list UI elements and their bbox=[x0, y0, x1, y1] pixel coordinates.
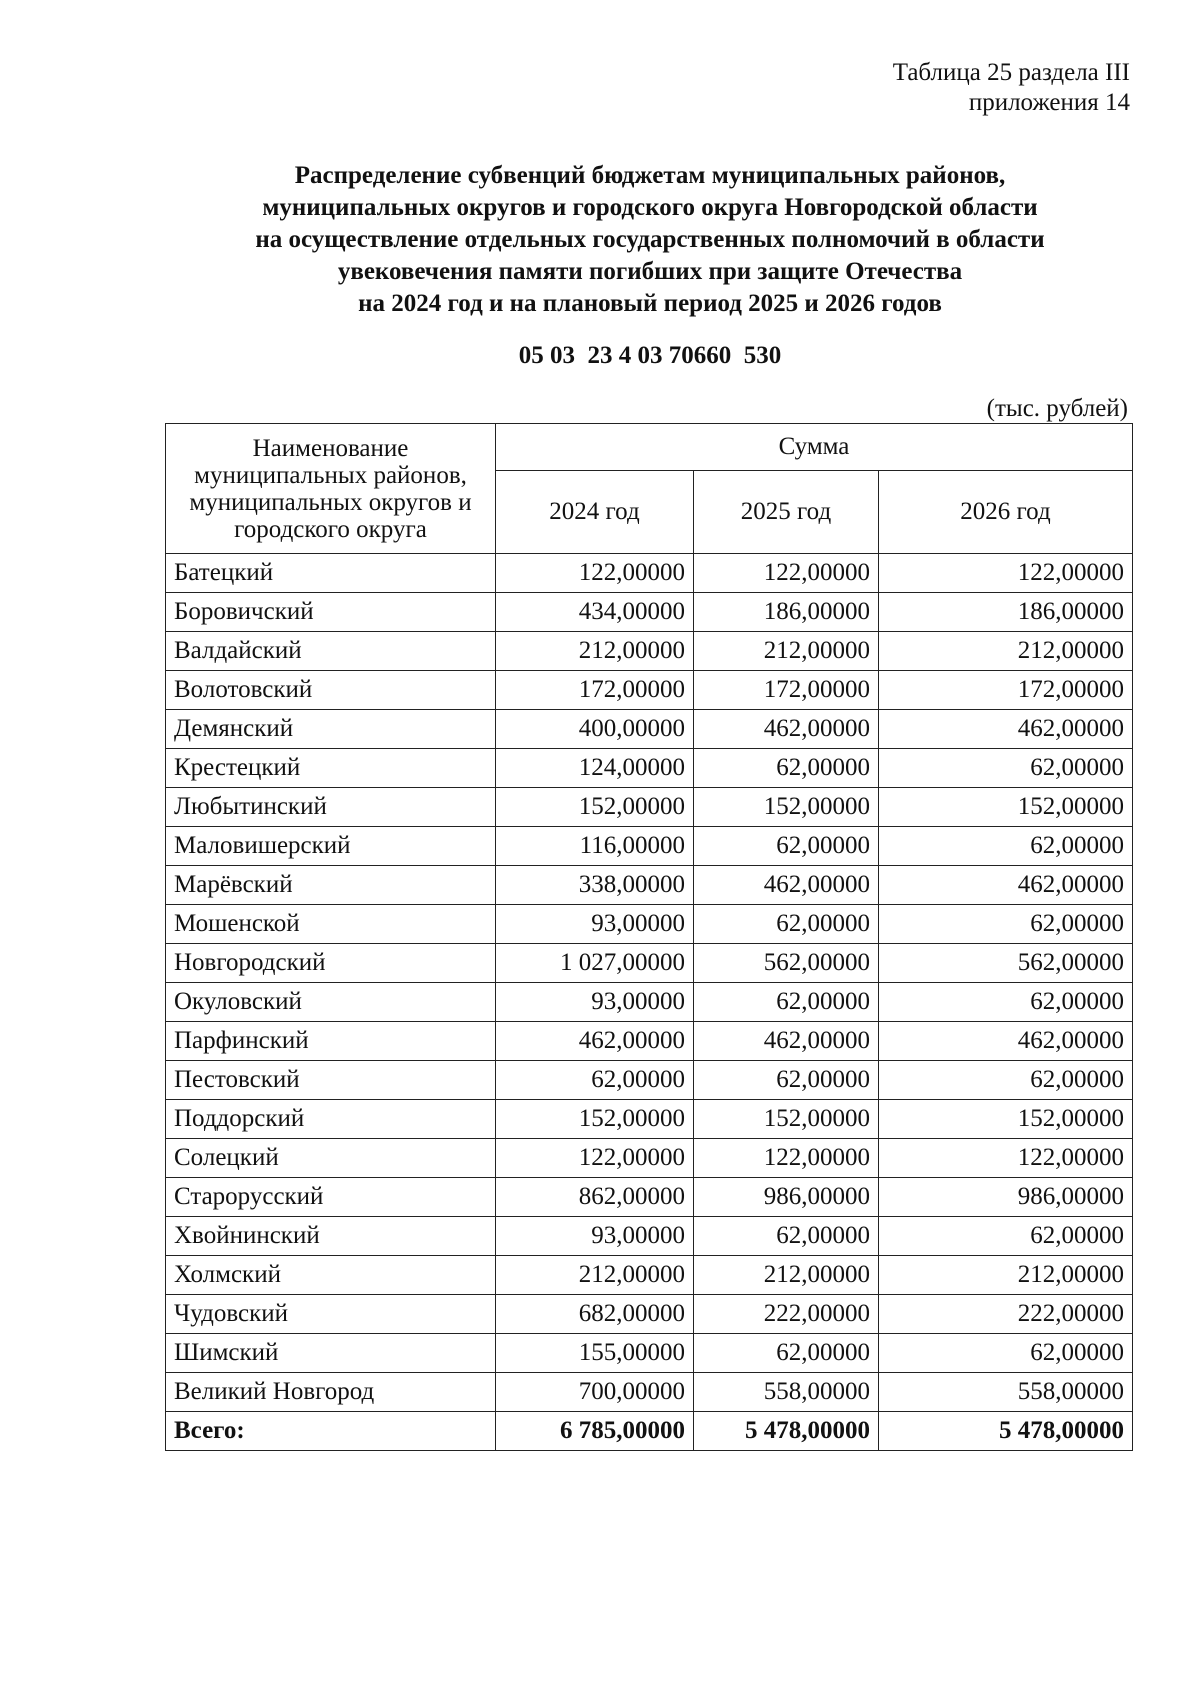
district-name: Хвойнинский bbox=[166, 1217, 496, 1256]
amount-2025: 62,00000 bbox=[694, 827, 879, 866]
reference-line-2: приложения 14 bbox=[968, 89, 1130, 116]
amount-2024: 682,00000 bbox=[496, 1295, 694, 1334]
budget-code: 05 03 23 4 03 70660 530 bbox=[518, 342, 782, 369]
table-row bbox=[166, 749, 1133, 788]
total-2024: 6 785,00000 bbox=[496, 1412, 694, 1451]
district-name: Мошенской bbox=[166, 905, 496, 944]
amount-2024: 152,00000 bbox=[496, 1100, 694, 1139]
table-row bbox=[166, 1022, 1133, 1061]
district-name: Окуловский bbox=[166, 983, 496, 1022]
district-name: Холмский bbox=[166, 1256, 496, 1295]
amount-2025: 62,00000 bbox=[694, 905, 879, 944]
table-row bbox=[166, 1373, 1133, 1412]
table-row bbox=[166, 788, 1133, 827]
amount-2026: 122,00000 bbox=[879, 1139, 1133, 1178]
amount-2024: 338,00000 bbox=[496, 866, 694, 905]
district-name: Парфинский bbox=[166, 1022, 496, 1061]
amount-2026: 62,00000 bbox=[879, 1334, 1133, 1373]
amount-2024: 124,00000 bbox=[496, 749, 694, 788]
amount-2026: 558,00000 bbox=[879, 1373, 1133, 1412]
title-line-2: муниципальных округов и городского округа Новгородской области bbox=[262, 194, 1038, 221]
amount-2026: 222,00000 bbox=[879, 1295, 1133, 1334]
district-name: Старорусский bbox=[166, 1178, 496, 1217]
district-name: Волотовский bbox=[166, 671, 496, 710]
amount-2026: 212,00000 bbox=[879, 1256, 1133, 1295]
table-row bbox=[166, 827, 1133, 866]
amount-2024: 155,00000 bbox=[496, 1334, 694, 1373]
table-row bbox=[166, 1217, 1133, 1256]
table-row bbox=[166, 593, 1133, 632]
district-name: Солецкий bbox=[166, 1139, 496, 1178]
table-row bbox=[166, 1295, 1133, 1334]
amount-2025: 558,00000 bbox=[694, 1373, 879, 1412]
amount-2025: 212,00000 bbox=[694, 632, 879, 671]
amount-2024: 700,00000 bbox=[496, 1373, 694, 1412]
table-row bbox=[166, 983, 1133, 1022]
table-row bbox=[166, 1061, 1133, 1100]
amount-2026: 62,00000 bbox=[879, 827, 1133, 866]
title-line-3: на осуществление отдельных государственных полномочий в области bbox=[255, 226, 1045, 253]
subvention-table bbox=[165, 423, 1133, 1451]
amount-2026: 62,00000 bbox=[879, 905, 1133, 944]
total-label: Всего: bbox=[166, 1412, 496, 1451]
district-name: Шимский bbox=[166, 1334, 496, 1373]
amount-2025: 122,00000 bbox=[694, 1139, 879, 1178]
column-header-sum: Сумма bbox=[496, 424, 1133, 471]
table-row bbox=[166, 944, 1133, 983]
district-name: Любытинский bbox=[166, 788, 496, 827]
amount-2024: 152,00000 bbox=[496, 788, 694, 827]
table-row bbox=[166, 710, 1133, 749]
district-name: Боровичский bbox=[166, 593, 496, 632]
total-row bbox=[166, 1412, 1133, 1451]
total-2026: 5 478,00000 bbox=[879, 1412, 1133, 1451]
title-line-4: увековечения памяти погибших при защите Отечества bbox=[337, 258, 963, 285]
amount-2026: 562,00000 bbox=[879, 944, 1133, 983]
column-header-2024: 2024 год bbox=[496, 471, 694, 554]
table-row bbox=[166, 671, 1133, 710]
amount-2025: 186,00000 bbox=[694, 593, 879, 632]
amount-2025: 62,00000 bbox=[694, 749, 879, 788]
amount-2025: 986,00000 bbox=[694, 1178, 879, 1217]
amount-2024: 212,00000 bbox=[496, 632, 694, 671]
amount-2025: 562,00000 bbox=[694, 944, 879, 983]
table-body bbox=[166, 554, 1133, 1451]
column-header-name: Наименование муниципальных районов, муниципальных округов и городского округа bbox=[166, 424, 496, 554]
district-name: Марёвский bbox=[166, 866, 496, 905]
table-row bbox=[166, 554, 1133, 593]
amount-2026: 62,00000 bbox=[879, 1061, 1133, 1100]
amount-2024: 862,00000 bbox=[496, 1178, 694, 1217]
amount-2025: 62,00000 bbox=[694, 1217, 879, 1256]
table-row bbox=[166, 1100, 1133, 1139]
table-row bbox=[166, 1256, 1133, 1295]
amount-2026: 986,00000 bbox=[879, 1178, 1133, 1217]
district-name: Великий Новгород bbox=[166, 1373, 496, 1412]
amount-2025: 462,00000 bbox=[694, 866, 879, 905]
district-name: Маловишерский bbox=[166, 827, 496, 866]
amount-2025: 62,00000 bbox=[694, 1334, 879, 1373]
amount-2026: 186,00000 bbox=[879, 593, 1133, 632]
amount-2024: 400,00000 bbox=[496, 710, 694, 749]
amount-2024: 1 027,00000 bbox=[496, 944, 694, 983]
amount-2026: 62,00000 bbox=[879, 749, 1133, 788]
table-row bbox=[166, 1178, 1133, 1217]
amount-2024: 434,00000 bbox=[496, 593, 694, 632]
amount-2026: 172,00000 bbox=[879, 671, 1133, 710]
district-name: Новгородский bbox=[166, 944, 496, 983]
amount-2024: 122,00000 bbox=[496, 1139, 694, 1178]
district-name: Батецкий bbox=[166, 554, 496, 593]
amount-2024: 62,00000 bbox=[496, 1061, 694, 1100]
amount-2026: 122,00000 bbox=[879, 554, 1133, 593]
amount-2025: 462,00000 bbox=[694, 1022, 879, 1061]
amount-2024: 172,00000 bbox=[496, 671, 694, 710]
amount-2026: 462,00000 bbox=[879, 710, 1133, 749]
table-row bbox=[166, 1139, 1133, 1178]
district-name: Поддорский bbox=[166, 1100, 496, 1139]
document-title bbox=[160, 160, 1140, 320]
amount-2025: 62,00000 bbox=[694, 1061, 879, 1100]
amount-2025: 122,00000 bbox=[694, 554, 879, 593]
column-header-2026: 2026 год bbox=[879, 471, 1133, 554]
amount-2026: 62,00000 bbox=[879, 983, 1133, 1022]
amount-2024: 93,00000 bbox=[496, 1217, 694, 1256]
title-line-5: на 2024 год и на плановый период 2025 и 2026 годов bbox=[358, 290, 942, 317]
amount-2026: 212,00000 bbox=[879, 632, 1133, 671]
reference-line-1: Таблица 25 раздела III bbox=[892, 59, 1130, 86]
amount-2024: 212,00000 bbox=[496, 1256, 694, 1295]
amount-2024: 462,00000 bbox=[496, 1022, 694, 1061]
title-line-1: Распределение субвенций бюджетам муниципальных районов, bbox=[294, 162, 1006, 189]
table-row bbox=[166, 632, 1133, 671]
district-name: Демянский bbox=[166, 710, 496, 749]
amount-2025: 462,00000 bbox=[694, 710, 879, 749]
amount-2026: 152,00000 bbox=[879, 1100, 1133, 1139]
amount-2024: 116,00000 bbox=[496, 827, 694, 866]
amount-2024: 93,00000 bbox=[496, 905, 694, 944]
column-header-2025: 2025 год bbox=[694, 471, 879, 554]
district-name: Чудовский bbox=[166, 1295, 496, 1334]
amount-2025: 212,00000 bbox=[694, 1256, 879, 1295]
table-row bbox=[166, 1334, 1133, 1373]
table-reference bbox=[893, 58, 1130, 118]
amount-2026: 62,00000 bbox=[879, 1217, 1133, 1256]
amount-2024: 122,00000 bbox=[496, 554, 694, 593]
district-name: Пестовский bbox=[166, 1061, 496, 1100]
amount-2026: 462,00000 bbox=[879, 866, 1133, 905]
amount-2026: 462,00000 bbox=[879, 1022, 1133, 1061]
amount-2025: 172,00000 bbox=[694, 671, 879, 710]
amount-2025: 152,00000 bbox=[694, 788, 879, 827]
table-row bbox=[166, 905, 1133, 944]
total-2025: 5 478,00000 bbox=[694, 1412, 879, 1451]
district-name: Валдайский bbox=[166, 632, 496, 671]
amount-2025: 222,00000 bbox=[694, 1295, 879, 1334]
district-name: Крестецкий bbox=[166, 749, 496, 788]
amount-2024: 93,00000 bbox=[496, 983, 694, 1022]
amount-2025: 62,00000 bbox=[694, 983, 879, 1022]
amount-2026: 152,00000 bbox=[879, 788, 1133, 827]
amount-2025: 152,00000 bbox=[694, 1100, 879, 1139]
units-label: (тыс. рублей) bbox=[986, 395, 1128, 422]
table-row bbox=[166, 866, 1133, 905]
